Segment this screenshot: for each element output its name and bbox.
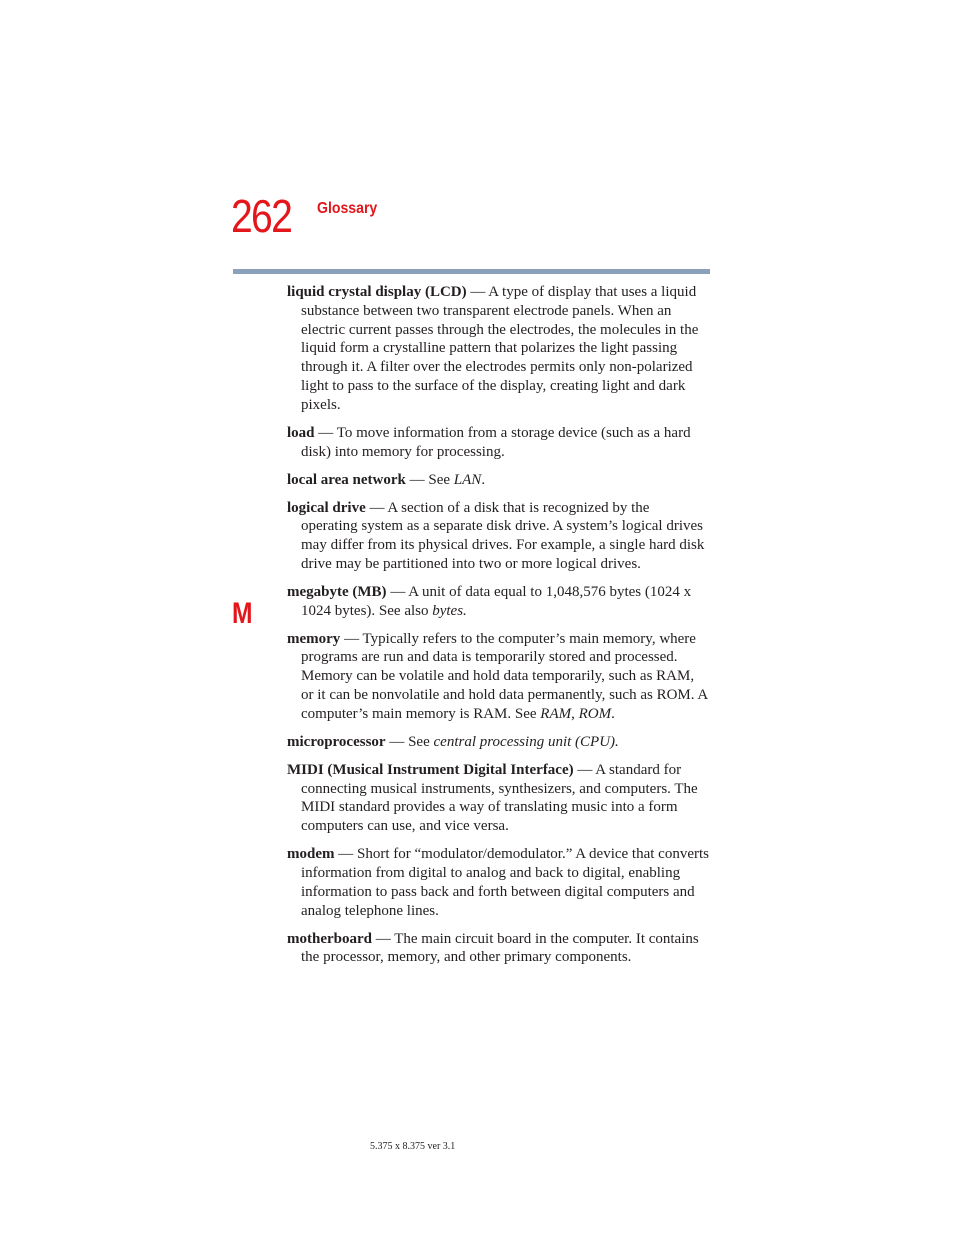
entry-term: memory: [287, 630, 341, 647]
glossary-entry-megabyte: [287, 583, 709, 621]
entry-term: megabyte (MB): [287, 583, 387, 600]
glossary-entry-motherboard: [287, 930, 709, 968]
entry-cross-reference: RAM: [540, 705, 572, 722]
entry-cross-reference: ROM: [578, 705, 612, 722]
entry-term: logical drive: [287, 499, 366, 516]
entry-tail: .: [611, 705, 615, 722]
entry-definition: — See: [405, 471, 454, 488]
entry-cross-reference: central processing unit (CPU).: [433, 733, 619, 750]
entry-definition: — A unit of data equal to 1,048,576 bytes (1024 x 1024 bytes). See also: [301, 583, 692, 619]
page-footer: 5.375 x 8.375 ver 3.1: [370, 1141, 456, 1152]
entry-term: microprocessor: [287, 733, 386, 750]
entry-cross-reference: LAN: [453, 471, 482, 488]
entry-definition: — Typically refers to the computer’s main memory, where programs are run and data is temporarily stored and processed. Memory can be volatile and hold data temporarily, such as RAM, or it can be nonvolatile and hold data permanently, such as ROM. A computer’s main memory is RAM. See: [301, 630, 708, 722]
entry-term: local area network: [287, 471, 406, 488]
glossary-entry-load: [287, 424, 709, 462]
alphabet-section-marker: M: [232, 597, 253, 630]
entry-term: load: [287, 424, 315, 441]
glossary-entry-local-area-network: [287, 471, 709, 490]
entry-term: MIDI (Musical Instrument Digital Interface): [287, 761, 574, 778]
entry-definition: — Short for “modulator/demodulator.” A device that converts information from digital to analog and back to digital, enabling information to pass back and forth between digital computers and analog telephone lines.: [301, 846, 709, 919]
entry-definition: — The main circuit board in the computer. It contains the processor, memory, and other primary components.: [301, 930, 699, 966]
entry-definition: — A standard for connecting musical instruments, synthesizers, and computers. The MIDI standard provides a way of translating music into a form computers can use, and vice versa.: [301, 761, 698, 835]
entry-definition: — See: [385, 733, 434, 750]
glossary-entry-modem: [287, 845, 709, 920]
entry-term: modem: [287, 846, 335, 863]
entry-term: liquid crystal display (LCD): [287, 284, 467, 300]
entry-separator: ,: [571, 705, 579, 722]
entry-definition: — A section of a disk that is recognized by the operating system as a separate disk drive. A system’s logical drives may differ from its physical drives. For example, a single hard disk drive may be partitioned into two or more logical drives.: [301, 499, 705, 572]
entry-cross-reference: bytes.: [432, 602, 467, 619]
glossary-entry-microprocessor: [287, 733, 709, 752]
header-divider: [233, 269, 710, 274]
page-number: 262: [231, 190, 292, 242]
entry-definition: — A type of display that uses a liquid substance between two transparent electrode panels. When an electric current passes through the electrodes, the molecules in the liquid form a crystalline pattern that polarizes the light passing through it. A filter over the electrodes permits only non-polarized light to pass to the surface of the display, creating light and dark pixels.: [301, 284, 699, 413]
section-title: Glossary: [317, 200, 378, 217]
glossary-entry-memory: [287, 630, 709, 724]
entry-definition: — To move information from a storage device (such as a hard disk) into memory for processing.: [301, 424, 691, 460]
glossary-entry-lcd: [287, 283, 709, 415]
entry-term: motherboard: [287, 930, 372, 947]
entry-tail: .: [481, 471, 486, 488]
glossary-entry-logical-drive: [287, 499, 709, 574]
glossary-entries: [287, 283, 709, 976]
glossary-entry-midi: [287, 761, 709, 836]
